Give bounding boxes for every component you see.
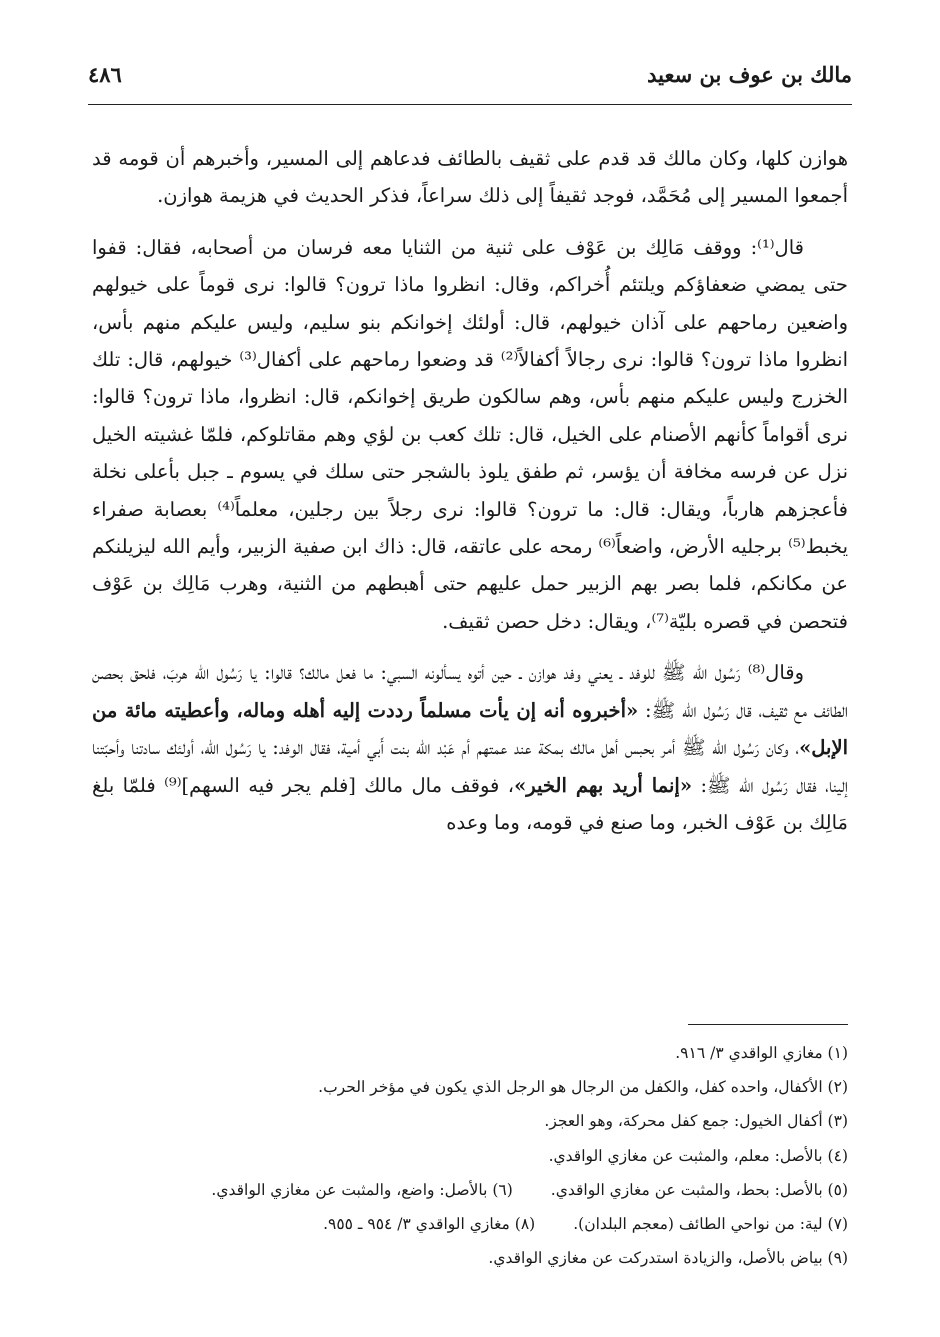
- main-text: [92, 140, 848, 855]
- paragraph-2: قال⁽¹⁾: ووقف مَالِك بن عَوْف على ثنية من الثنايا معه فرسان من أصحابه، فقال: قفوا حتى يمضي ضعفاؤكم ويلتئم أُخراكم، وقال: انظروا ماذا ترون؟ قالوا: نرى قوماً على خيولهم واضعين رماحهم على آذان خيولهم، قال: أولئك إخوانكم بنو سليم، وليس عليكم منهم بأس، انظروا ماذا ترون؟ قالوا: نرى رجالاً أكفالاً⁽²⁾ قد وضعوا رماحهم على أكفال⁽³⁾ خيولهم، قال: تلك الخزرج وليس عليكم منهم بأس، وهم سالكون طريق إخوانكم، قال: انظروا، ماذا ترون؟ قالوا: نرى أقواماً كأنهم الأصنام على الخيل، قال: تلك كعب بن لؤي وهم مقاتلوكم، فلمّا غشيته الخيل نزل عن فرسه مخافة أن يؤسر، ثم طفق يلوذ بالشجر حتى سلك في يسوم ـ جبل بأعلى نخلة فأعجزهم هارباً، ويقال: قال: ما ترون؟ قالوا: نرى رجلاً بين رجلين، معلماً⁽⁴⁾ بعصابة صفراء يخبط⁽⁵⁾ برجليه الأرض، واضعاً⁽⁶⁾ رمحه على عاتقه، قال: ذاك ابن صفية الزبير، وأيم الله ليزيلنكم عن مكانكم، فلما بصر بهم الزبير حمل عليهم حتى أهبطهم من الثنية، وهرب مَالِك بن عَوْف فتحصن في قصره بليّة⁽⁷⁾، ويقال: دخل حصن ثقيف.: [92, 235, 848, 633]
- paragraph-3-part-3: ، فوقف مال مالك [فلم يجر فيه السهم]⁽⁹⁾ فلمّا بلغ مَالِك بن عَوْف الخبر، وما صنع في قومه، وما وعده: [92, 773, 848, 834]
- header-rule: [88, 104, 852, 105]
- paragraph-3: [92, 654, 848, 841]
- running-title: مالك بن عوف بن سعيد: [647, 62, 852, 87]
- footnote-8: (٨) مغازي الواقدي ٣/ ٩٥٤ ـ ٩٥٥.: [323, 1215, 536, 1234]
- footnote-4: (٤) بالأصل: معلم، والمثبت عن مغازي الواقدي.: [548, 1146, 848, 1165]
- footnote-3: (٣) أكفال الخيول: جمع كفل محركة، وهو العجز.: [544, 1112, 848, 1131]
- paragraph-3-part-1: وقال⁽⁸⁾ رَسُول الله ﷺ للوفد ـ يعني وفد هوازن ـ حين أتوه يسألونه السبي: ما فعل مالك؟ قالوا: يا رَسُول الله هربَ، فلحق بحصن الطائف مع ثقيف، قال رَسُول الله ﷺ:: [92, 661, 849, 722]
- footnote-9: (٩) بياض بالأصل، والزيادة استدركت عن مغازي الواقدي.: [488, 1249, 848, 1268]
- hadith-quote-1: «أخبروه أنه إن يأت مسلماً رددت إليه أهله وماله، وأعطيته مائة من الإبل»: [92, 698, 848, 760]
- paragraph-3-part-2: ، وكان رَسُول الله ﷺ أمر بحبس أهل مالك بمكة عند عمتهم أم عَبْد اللّه بنت أَبي أمية، فقال الوفد: يا رَسُول الله، أولئك سادتنا وأحبّتنا إلينا، فقال رَسُول الله ﷺ:: [92, 736, 848, 797]
- hadith-quote-2: «إنما أريد بهم الخير»: [514, 773, 693, 797]
- footnote-7: (٧) لية: من نواحي الطائف (معجم البلدان).: [573, 1215, 848, 1234]
- footnote-5: (٥) بالأصل: بحط، والمثبت عن مغازي الواقدي.: [550, 1180, 848, 1199]
- paragraph-1: هوازن كلها، وكان مالك قد قدم على ثقيف بالطائف فدعاهم إلى المسير، وأخبرهم أن قومه قد أجمعوا المسير إلى مُحَمَّد، فوجد ثقيفاً إلى ذلك سراعاً، فذكر الحديث في هزيمة هوازن.: [92, 147, 848, 208]
- page-number: ٤٨٦: [88, 62, 122, 87]
- footnote-2: (٢) الأكفال، واحده كفل، والكفل من الرجال هو الرجل الذي يكون في مؤخر الحرب.: [318, 1078, 848, 1097]
- footnote-1: (١) مغازي الواقدي ٣/ ٩١٦.: [675, 1044, 848, 1062]
- footnotes: [92, 1036, 848, 1275]
- footnote-6: (٦) بالأصل: واضع، والمثبت عن مغازي الواقدي.: [211, 1180, 513, 1199]
- running-header: [88, 62, 852, 96]
- footnote-rule: [688, 1024, 848, 1025]
